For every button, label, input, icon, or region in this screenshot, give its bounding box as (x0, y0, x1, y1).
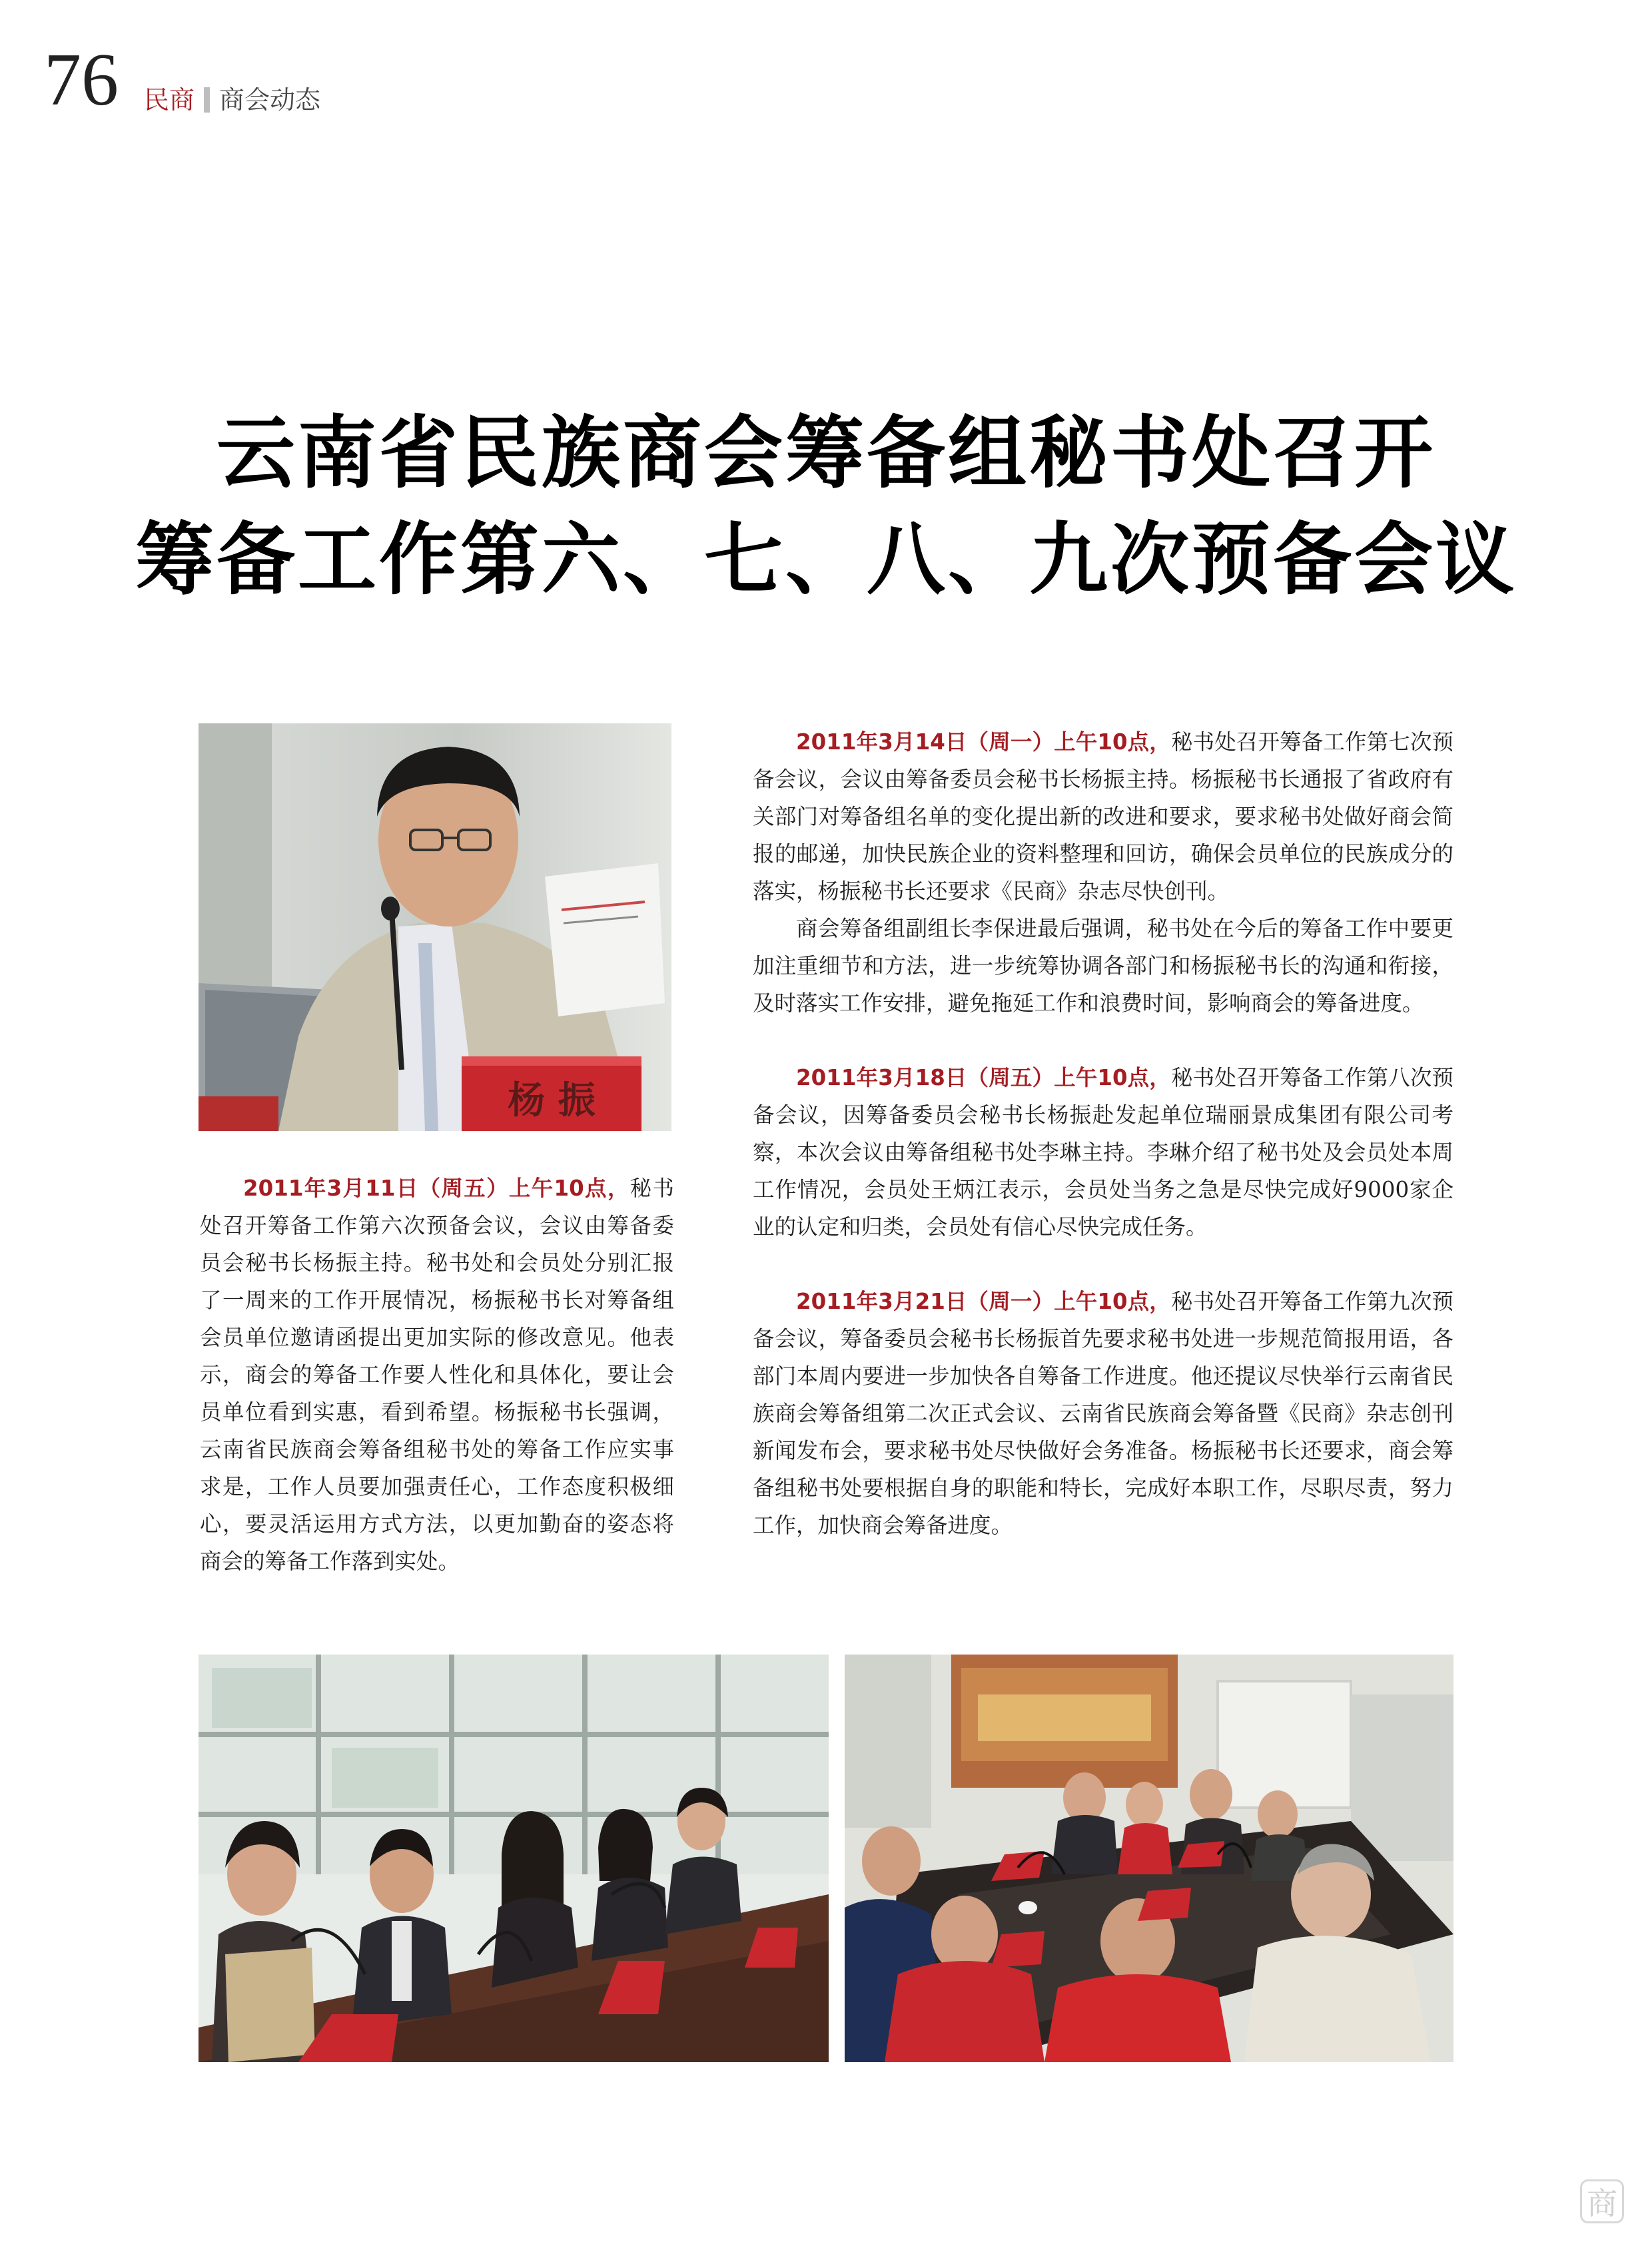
text-meeting-7: 秘书处召开筹备工作第七次预备会议，会议由筹备委员会秘书长杨振主持。杨振秘书长通报了省政府有关部门对筹备组名单的变化提出新的改进和要求，要求秘书处做好商会简报的邮递，加快民族企业的资料整理和回访，确保会员单位的民族成分的落实，杨振秘书长还要求《民商》杂志尽快创刊。 (753, 729, 1453, 904)
corner-logo: 商 (1580, 2179, 1624, 2223)
title-line-1: 云南省民族商会筹备组秘书处召开 (216, 407, 1436, 499)
section-sub: 商会动态 (219, 85, 321, 115)
section-label (144, 80, 320, 120)
date-meeting-8: 2011年3月18日（周五）上午10点， (796, 1065, 1171, 1090)
title-line-2: 筹备工作第六、七、八、九次预备会议 (135, 514, 1517, 605)
right-column (753, 723, 1453, 1544)
photo-meeting-window-image (199, 1655, 829, 2062)
paragraph-meeting-7-cont (753, 910, 1453, 1022)
text-meeting-8: 秘书处召开筹备工作第八次预备会议，因筹备委员会秘书长杨振赴发起单位瑞丽景成集团有限公司考察，本次会议由筹备组秘书处李琳主持。李琳介绍了秘书处及会员处本周工作情况，会员处王炳江表示，会员处当务之急是尽快完成好9000家企业的认定和归类，会员处有信心尽快完成任务。 (753, 1065, 1453, 1240)
paragraph-meeting-7 (753, 723, 1453, 910)
paragraph-gap (753, 1246, 1453, 1283)
text-meeting-9: 秘书处召开筹备工作第九次预备会议，筹备委员会秘书长杨振首先要求秘书处进一步规范简报用语，各部门本周内要进一步加快各自筹备工作进度。他还提议尽快举行云南省民族商会筹备组第二次正式会议、云南省民族商会筹备暨《民商》杂志创刊新闻发布会，要求秘书处尽快做好会务准备。杨振秘书长还要求，商会筹备组秘书处要根据自身的职能和特长，完成好本职工作，尽职尽责，努力工作，加快商会筹备进度。 (753, 1289, 1453, 1538)
left-column (200, 1170, 674, 1580)
photo-meeting-window (199, 1655, 829, 2062)
paragraph-meeting-9 (753, 1283, 1453, 1544)
photo-speaker (199, 723, 671, 1131)
photo-meeting-room-image (845, 1655, 1453, 2062)
text-meeting-6: 秘书处召开筹备工作第六次预备会议，会议由筹备委员会秘书长杨振主持。秘书处和会员处分别汇报了一周来的工作开展情况，杨振秘书长对筹备组会员单位邀请函提出更加实际的修改意见。他表示，商会的筹备工作要人性化和具体化，要让会员单位看到实惠，看到希望。杨振秘书长强调，云南省民族商会筹备组秘书处的筹备工作应实事求是，工作人员要加强责任心，工作态度积极细心，要灵活运用方式方法，以更加勤奋的姿态将商会的筹备工作落到实处。 (200, 1176, 674, 1574)
paragraph-meeting-8 (753, 1059, 1453, 1246)
article-title (67, 400, 1585, 613)
page-number: 76 (44, 39, 119, 121)
paragraph-gap (753, 1022, 1453, 1059)
text-meeting-7-cont: 商会筹备组副组长李保进最后强调，秘书处在今后的筹备工作中要更加注重细节和方法，进一步统筹协调各部门和杨振秘书长的沟通和衔接，及时落实工作安排，避免拖延工作和浪费时间，影响商会的筹备进度。 (753, 916, 1453, 1016)
date-meeting-9: 2011年3月21日（周一）上午10点， (796, 1289, 1171, 1314)
paragraph-meeting-6 (200, 1170, 674, 1580)
photo-meeting-room (845, 1655, 1453, 2062)
photo-nameplate: 杨 振 (508, 1079, 596, 1122)
section-main: 民商 (144, 85, 195, 115)
section-divider (204, 87, 210, 113)
photo-speaker-image (199, 723, 671, 1131)
date-meeting-6: 2011年3月11日（周五）上午10点， (243, 1176, 630, 1201)
date-meeting-7: 2011年3月14日（周一）上午10点， (796, 729, 1171, 755)
